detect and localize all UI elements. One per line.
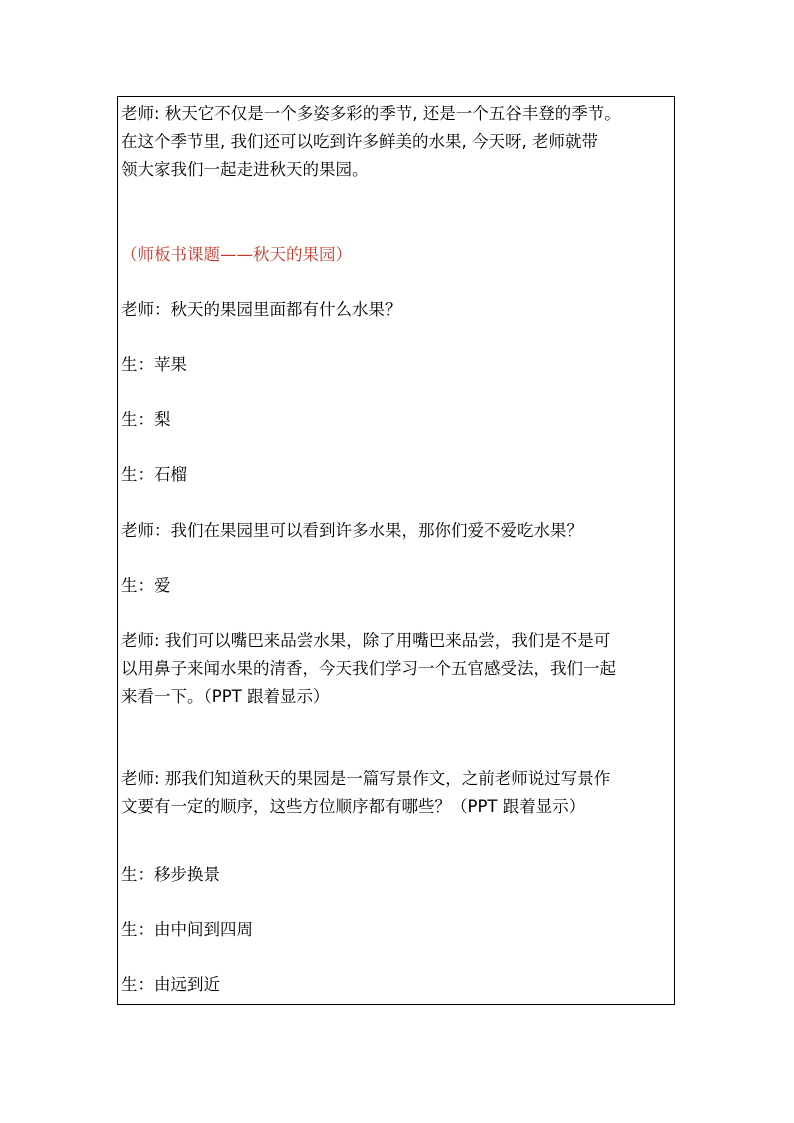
paragraph-student-pear bbox=[121, 406, 677, 434]
text-line: 生：由远到近 bbox=[121, 975, 220, 994]
paragraph-student-move-steps bbox=[121, 861, 677, 889]
text-line: 生：苹果 bbox=[121, 355, 187, 374]
text-line: 老师: 我们可以嘴巴来品尝水果，除了用嘴巴来品尝，我们是不是可 bbox=[121, 631, 611, 650]
text-line: 生：石榴 bbox=[121, 465, 187, 484]
text-line: 文要有一定的顺序，这些方位顺序都有哪些？（PPT 跟着显示） bbox=[121, 797, 586, 816]
paragraph-teacher-intro bbox=[121, 100, 677, 184]
paragraph-board-title-note bbox=[121, 241, 677, 269]
paragraph-teacher-five-senses bbox=[121, 627, 677, 711]
text-line: 老师：我们在果园里可以看到许多水果，那你们爱不爱吃水果？ bbox=[121, 521, 583, 540]
text-line: 在这个季节里, 我们还可以吃到许多鲜美的水果, 今天呀, 老师就带 bbox=[121, 132, 598, 151]
paragraph-student-far-near bbox=[121, 971, 677, 999]
paragraph-student-pomegranate bbox=[121, 461, 677, 489]
text-line: 生：梨 bbox=[121, 410, 171, 429]
paragraph-student-apple bbox=[121, 351, 677, 379]
text-line: 来看一下。（PPT 跟着显示） bbox=[121, 687, 330, 706]
text-line: 老师: 那我们知道秋天的果园是一篇写景作文，之前老师说过写景作 bbox=[121, 769, 611, 788]
text-line: 领大家我们一起走进秋天的果园。 bbox=[121, 160, 369, 179]
text-line: 生：由中间到四周 bbox=[121, 920, 253, 939]
paragraph-teacher-question-fruits bbox=[121, 296, 677, 324]
text-line: （师板书课题——秋天的果园） bbox=[121, 245, 352, 264]
paragraph-student-love bbox=[121, 572, 677, 600]
paragraph-teacher-order bbox=[121, 765, 677, 821]
text-line: 生：爱 bbox=[121, 576, 171, 595]
text-line: 以用鼻子来闻水果的清香，今天我们学习一个五官感受法，我们一起 bbox=[121, 659, 616, 678]
text-line: 生：移步换景 bbox=[121, 865, 220, 884]
text-line: 老师：秋天的果园里面都有什么水果？ bbox=[121, 300, 402, 319]
paragraph-student-center-out bbox=[121, 916, 677, 944]
text-line: 老师: 秋天它不仅是一个多姿多彩的季节, 还是一个五谷丰登的季节。 bbox=[121, 104, 621, 123]
paragraph-teacher-question-love bbox=[121, 517, 677, 545]
